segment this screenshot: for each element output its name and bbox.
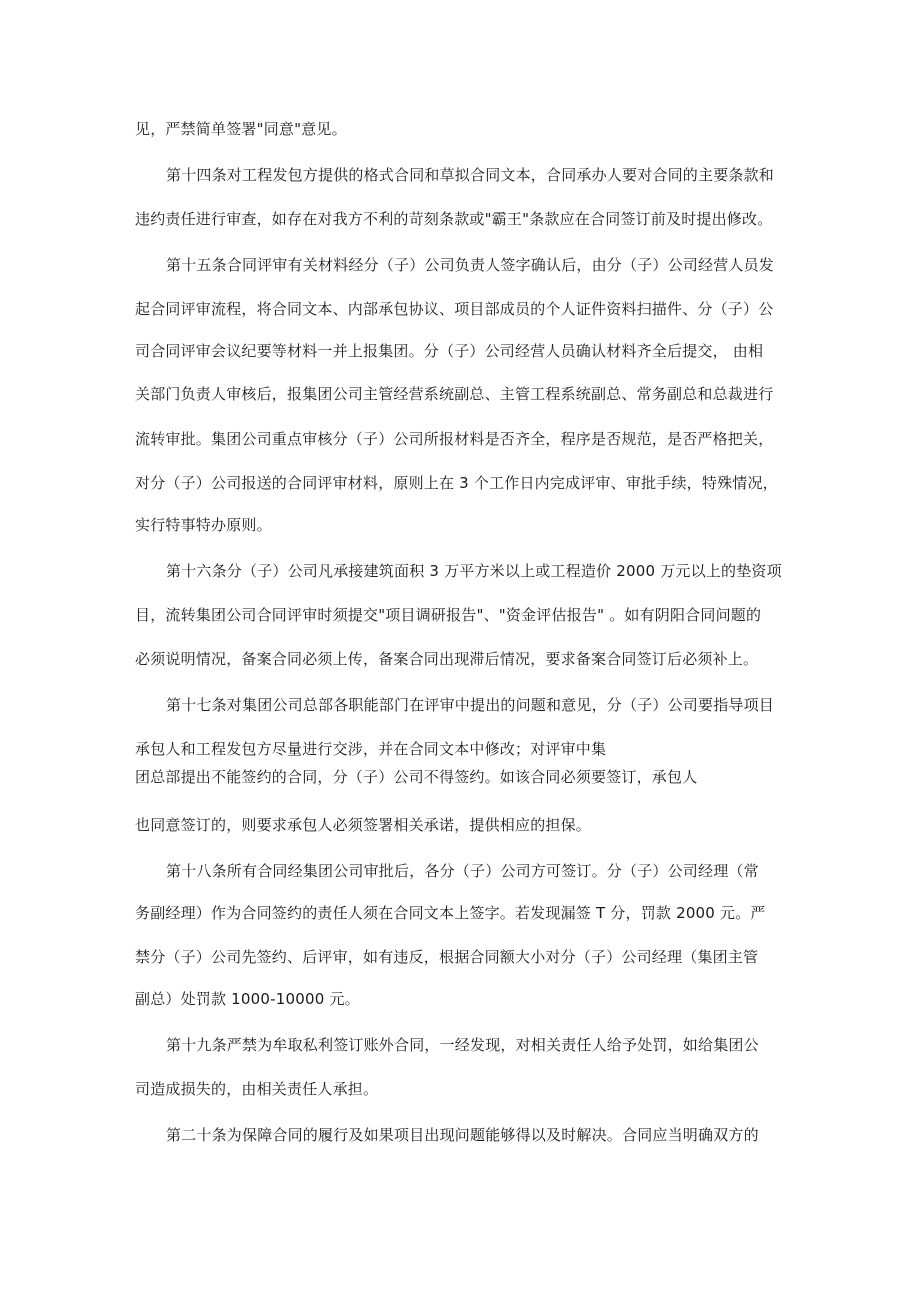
text-line: 团总部提出不能签约的合同，分（子）公司不得签约。如该合同必须要签订，承包人	[135, 768, 698, 786]
paragraph-14-line-1: 第十四条对工程发包方提供的格式合同和草拟合同文本，合同承办人要对合同的主要条款和	[166, 166, 775, 184]
text-line: 关部门负责人审核后，报集团公司主管经营系统副总、主管工程系统副总、常务副总和总裁进行	[135, 385, 774, 403]
paragraph-16-line-1: 第十六条分（子）公司凡承接建筑面积 3 万平方米以上或工程造价 2000 万元以上的垫资项	[166, 562, 782, 580]
text-line: 禁分（子）公司先签约、后评审，如有违反，根据合同额大小对分（子）公司经理（集团主管	[135, 948, 759, 966]
text-line: 必须说明情况，备案合同必须上传，备案合同出现滞后情况，要求备案合同签订后必须补上。	[135, 650, 759, 668]
text-line: 也同意签订的，则要求承包人必须签署相关承诺，提供相应的担保。	[135, 816, 592, 834]
paragraph-20-line-1: 第二十条为保障合同的履行及如果项目出现问题能够得以及时解决。合同应当明确双方的	[166, 1126, 759, 1144]
text-line: 实行特事特办原则。	[135, 516, 272, 534]
text-line: 违约责任进行审查，如存在对我方不利的苛刻条款或"霸王"条款应在合同签订前及时提出修改。	[135, 210, 773, 228]
text-line: 司造成损失的，由相关责任人承担。	[135, 1080, 379, 1098]
text-line: 见，严禁简单签署"同意"意见。	[135, 120, 347, 138]
paragraph-19-line-1: 第十九条严禁为牟取私利签订账外合同，一经发现，对相关责任人给予处罚，如给集团公	[166, 1036, 759, 1054]
text-line: 对分（子）公司报送的合同评审材料，原则上在 3 个工作日内完成评审、审批手续，特殊情况，	[135, 474, 778, 492]
paragraph-15-line-1: 第十五条合同评审有关材料经分（子）公司负责人签字确认后，由分（子）公司经营人员发	[166, 256, 775, 274]
text-line: 司合同评审会议纪要等材料一并上报集团。分（子）公司经营人员确认材料齐全后提交， 由相	[135, 342, 764, 360]
text-line: 目，流转集团公司合同评审时须提交"项目调研报告"、"资金评估报告" 。如有阴阳合同问题的	[135, 606, 762, 624]
text-line: 务副经理）作为合同签约的责任人须在合同文本上签字。若发现漏签 T 分，罚款 2000 元。严	[135, 904, 766, 922]
text-line: 流转审批。集团公司重点审核分（子）公司所报材料是否齐全，程序是否规范，是否严格把关，	[135, 430, 774, 448]
paragraph-17-line-1: 第十七条对集团公司总部各职能部门在评审中提出的问题和意见，分（子）公司要指导项目	[166, 696, 775, 714]
paragraph-18-line-1: 第十八条所有合同经集团公司审批后，各分（子）公司方可签订。分（子）公司经理（常	[166, 862, 759, 880]
text-line: 承包人和工程发包方尽量进行交涉，并在合同文本中修改；对评审中集	[135, 740, 607, 758]
text-line: 起合同评审流程，将合同文本、内部承包协议、项目部成员的个人证件资料扫描件、分（子）公	[135, 300, 774, 318]
text-line: 副总）处罚款 1000-10000 元。	[135, 990, 360, 1008]
